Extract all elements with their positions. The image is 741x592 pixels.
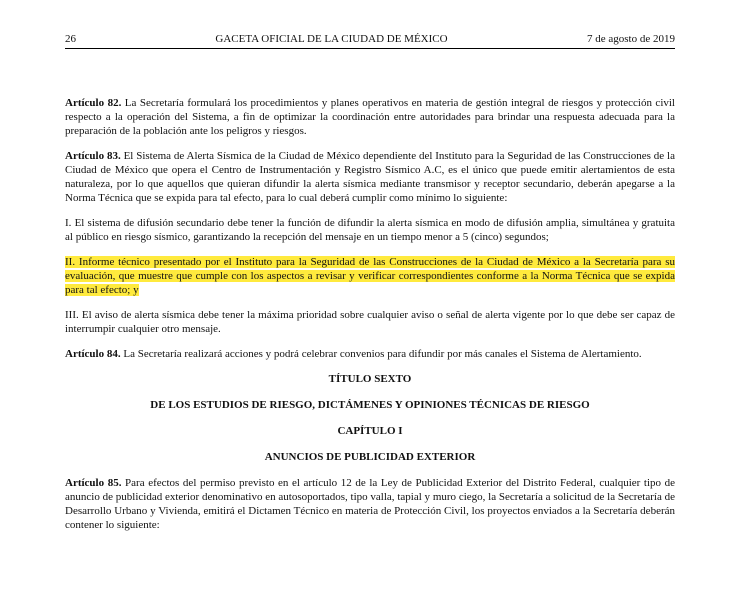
article-82-text: La Secretaría formulará los procedimientos y planes operativos en materia de gestión integral de riesgos y protección civil respecto a la operación del Sistema, a fin de optimizar la coordinación entre autoridades para brindar una respuesta adecuada para la preparación de la población ante los peligros y riesgos. xyxy=(65,97,675,137)
article-84-label: Artículo 84. xyxy=(65,348,121,360)
article-85 xyxy=(65,476,675,532)
chapter-subheading: ANUNCIOS DE PUBLICIDAD EXTERIOR xyxy=(264,451,476,463)
document-body xyxy=(65,96,675,543)
title-heading: TÍTULO SEXTO xyxy=(328,373,412,385)
article-82-label: Artículo 82. xyxy=(65,97,122,109)
article-83-text: El Sistema de Alerta Sísmica de la Ciudad de México dependiente del Instituto para la Seguridad de las Construcciones de la Ciudad de México que opera el Centro de Instrumentación y Registro Sísmico A.C, es el único que puede emitir alertamientos de esta naturaleza, por lo que aquellos que quieran difundir la alerta sísmica mediante transmisor y receptor secundario, deberán apegarse a la Norma Técnica que se expida para tal efecto, para lo cual deberá cumplir como mínimo lo siguiente: xyxy=(65,150,675,204)
article-83-item-2 xyxy=(65,255,675,297)
article-83-label: Artículo 83. xyxy=(65,150,121,162)
article-84 xyxy=(65,347,675,361)
title-subheading: DE LOS ESTUDIOS DE RIESGO, DICTÁMENES Y OPINIONES TÉCNICAS DE RIESGO xyxy=(150,399,590,411)
article-82 xyxy=(65,96,675,138)
chapter-heading: CAPÍTULO I xyxy=(337,425,403,437)
publication-date: 7 de agosto de 2019 xyxy=(587,33,675,45)
article-85-text: Para efectos del permiso previsto en el artículo 12 de la Ley de Publicidad Exterior del Distrito Federal, cualquier tipo de anuncio de publicidad exterior denominativo en autosoportados, tipo valla, tapial y muro ciego, la Secretaría a solicitud de la Secretaría de Desarrollo Urbano y Vivienda, emitirá el Dictamen Técnico en materia de Protección Civil, los proyectos enviados a la Secretaría deberán contener lo siguiente: xyxy=(65,477,675,531)
article-83 xyxy=(65,149,675,205)
article-84-text: La Secretaría realizará acciones y podrá celebrar convenios para difundir por más canales el Sistema de Alertamiento. xyxy=(120,348,642,360)
header-rule xyxy=(65,48,675,49)
page-header xyxy=(65,33,675,46)
article-83-item-1: I. El sistema de difusión secundario debe tener la función de difundir la alerta sísmica en modo de difusión amplia, simultánea y gratuita al público en riesgo sísmico, garantizando la recepción del mensaje en un tiempo menor a 5 (cinco) segundos; xyxy=(65,217,675,243)
page-number: 26 xyxy=(65,33,76,45)
publication-title: GACETA OFICIAL DE LA CIUDAD DE MÉXICO xyxy=(215,33,448,45)
article-83-item-3: III. El aviso de alerta sísmica debe tener la máxima prioridad sobre cualquier aviso o señal de alerta vigente por lo que debe ser capaz de interrumpir cualquier otro mensaje. xyxy=(65,309,675,335)
highlighted-text: II. Informe técnico presentado por el Instituto para la Seguridad de las Construcciones de la Ciudad de México a la Secretaría para su evaluación, que muestre que cumple con los aspectos a revisar y verificar correspondientes conforme a la Norma Técnica que se expida para tal efecto; y xyxy=(65,256,675,296)
article-85-label: Artículo 85. xyxy=(65,477,122,489)
